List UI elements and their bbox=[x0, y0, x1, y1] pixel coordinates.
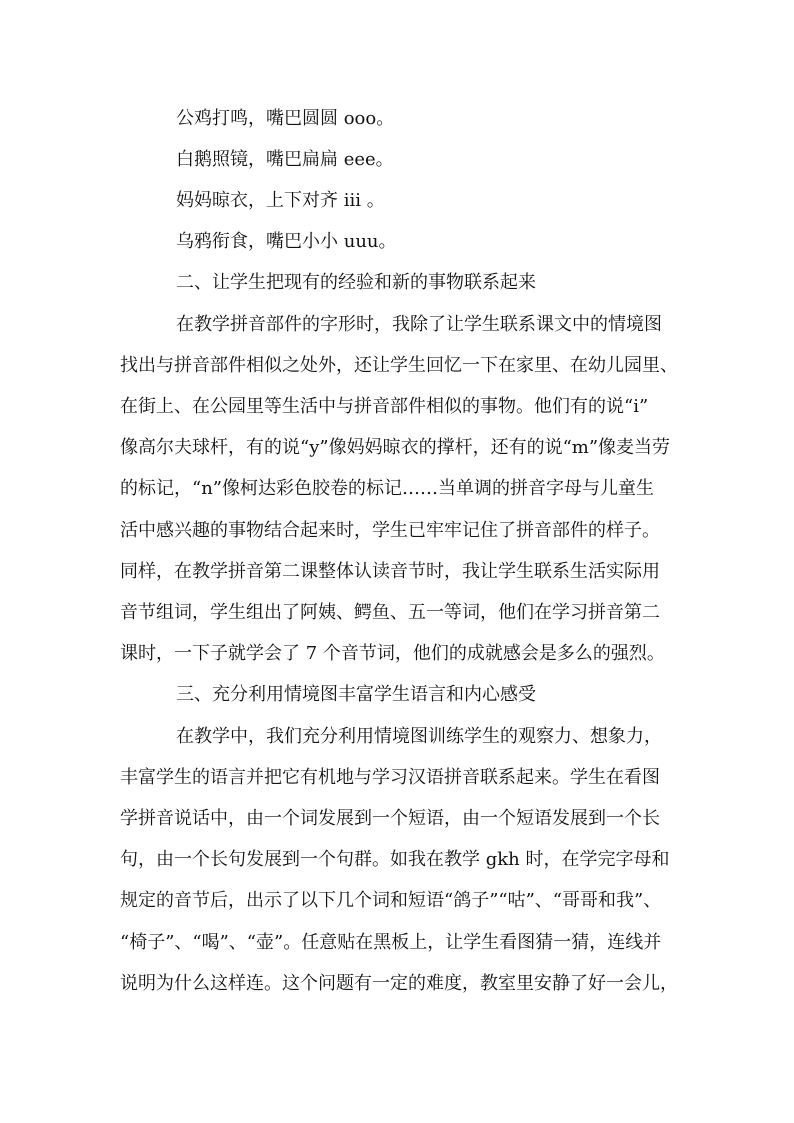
rhyme-line-2: 白鹅照镜，嘴巴扁扁 eee。 bbox=[176, 149, 394, 170]
rhyme-line-1: 公鸡打鸣，嘴巴圆圆 ooo。 bbox=[176, 108, 395, 129]
paragraph-line: 课时，一下子就学会了 7 个音节词，他们的成就感会是多么的强烈。 bbox=[120, 643, 665, 664]
paragraph-line: 学拼音说话中，由一个词发展到一个短语，由一个短语发展到一个长 bbox=[120, 808, 660, 829]
section-heading-2: 二、让学生把现有的经验和新的事物联系起来 bbox=[176, 272, 536, 293]
paragraph-line: 说明为什么这样连。这个问题有一定的难度，教室里安静了好一会儿， bbox=[120, 973, 678, 994]
paragraph-line: “椅子”、“喝”、“壶”。任意贴在黑板上，让学生看图猜一猜，连线并 bbox=[120, 932, 662, 953]
paragraph-line: 同样，在教学拼音第二课整体认读音节时，我让学生联系生活实际用 bbox=[120, 561, 660, 582]
paragraph-line: 像高尔夫球杆，有的说“y”像妈妈晾衣的撑杆，还有的说“m”像麦当劳 bbox=[120, 437, 671, 458]
paragraph-line: 音节组词，学生组出了阿姨、鳄鱼、五一等词，他们在学习拼音第二 bbox=[120, 602, 660, 623]
paragraph-line: 句，由一个长句发展到一个句群。如我在教学 gkh 时，在学完字母和 bbox=[120, 849, 670, 870]
paragraph-line: 丰富学生的语言并把它有机地与学习汉语拼音联系起来。学生在看图 bbox=[120, 767, 660, 788]
paragraph-line: 找出与拼音部件相似之处外，还让学生回忆一下在家里、在幼儿园里、 bbox=[120, 355, 678, 376]
paragraph-line: 在街上、在公园里等生活中与拼音部件相似的事物。他们有的说“i” bbox=[120, 396, 649, 417]
paragraph-line: 活中感兴趣的事物结合起来时，学生已牢牢记住了拼音部件的样子。 bbox=[120, 520, 660, 541]
paragraph-line: 在教学拼音部件的字形时，我除了让学生联系课文中的情境图 bbox=[176, 314, 662, 335]
section-heading-3: 三、充分利用情境图丰富学生语言和内心感受 bbox=[176, 684, 536, 705]
rhyme-line-4: 乌鸦衔食，嘴巴小小 uuu。 bbox=[176, 231, 397, 252]
paragraph-line: 规定的音节后，出示了以下几个词和短语“鸽子”“咕”、“哥哥和我”、 bbox=[120, 890, 662, 911]
paragraph-line: 的标记，“n”像柯达彩色胶卷的标记……当单调的拼音字母与儿童生 bbox=[120, 478, 654, 499]
paragraph-line: 在教学中，我们充分利用情境图训练学生的观察力、想象力， bbox=[176, 726, 662, 747]
rhyme-line-3: 妈妈晾衣，上下对齐 iii 。 bbox=[176, 190, 385, 211]
